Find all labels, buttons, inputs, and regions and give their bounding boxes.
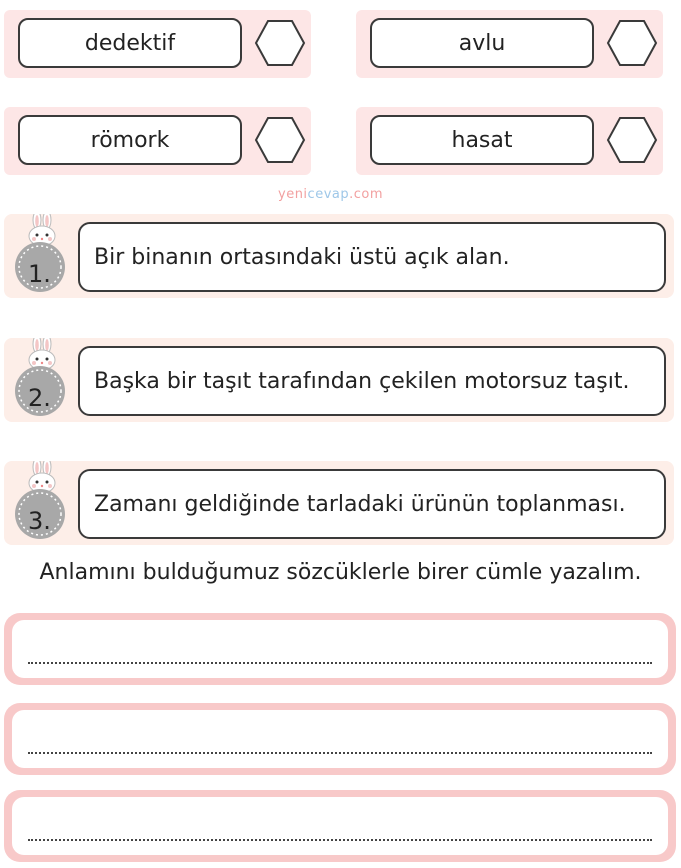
definition-number-1: 1. xyxy=(28,260,51,288)
writing-line-2[interactable] xyxy=(4,703,676,775)
dotted-line-2 xyxy=(28,752,652,754)
word-label-2: avlu xyxy=(370,18,594,68)
definition-text-3: Zamanı geldiğinde tarladaki ürünün toplanması. xyxy=(78,469,666,539)
word-card-1 xyxy=(4,10,311,78)
writing-area-1[interactable] xyxy=(12,620,668,678)
instruction-text: Anlamını bulduğumuz sözcüklerle birer cümle yazalım. xyxy=(39,560,642,585)
word-card-4 xyxy=(356,107,663,175)
word-label-3: römork xyxy=(18,115,242,165)
writing-area-3[interactable] xyxy=(12,797,668,855)
definition-number-2: 2. xyxy=(28,384,51,412)
hexagon-answer-slot-3[interactable] xyxy=(254,116,306,164)
hexagon-answer-slot-2[interactable] xyxy=(606,19,658,67)
definition-card-1 xyxy=(4,214,674,298)
dotted-line-1 xyxy=(28,662,652,664)
word-card-3 xyxy=(4,107,311,175)
word-label-4: hasat xyxy=(370,115,594,165)
watermark-part-3: .com xyxy=(349,187,384,202)
writing-area-2[interactable] xyxy=(12,710,668,768)
writing-line-1[interactable] xyxy=(4,613,676,685)
definition-text-1: Bir binanın ortasındaki üstü açık alan. xyxy=(78,222,666,292)
watermark-part-1: yeni xyxy=(278,187,308,202)
definition-card-2 xyxy=(4,338,674,422)
word-card-2 xyxy=(356,10,663,78)
definition-card-3 xyxy=(4,461,674,545)
definition-text-2: Başka bir taşıt tarafından çekilen motorsuz taşıt. xyxy=(78,346,666,416)
hexagon-answer-slot-4[interactable] xyxy=(606,116,658,164)
definition-number-3: 3. xyxy=(28,507,51,535)
watermark xyxy=(278,187,383,202)
writing-line-3[interactable] xyxy=(4,790,676,862)
word-label-1: dedektif xyxy=(18,18,242,68)
watermark-part-2: cevap xyxy=(307,187,350,202)
hexagon-answer-slot-1[interactable] xyxy=(254,19,306,67)
dotted-line-3 xyxy=(28,839,652,841)
